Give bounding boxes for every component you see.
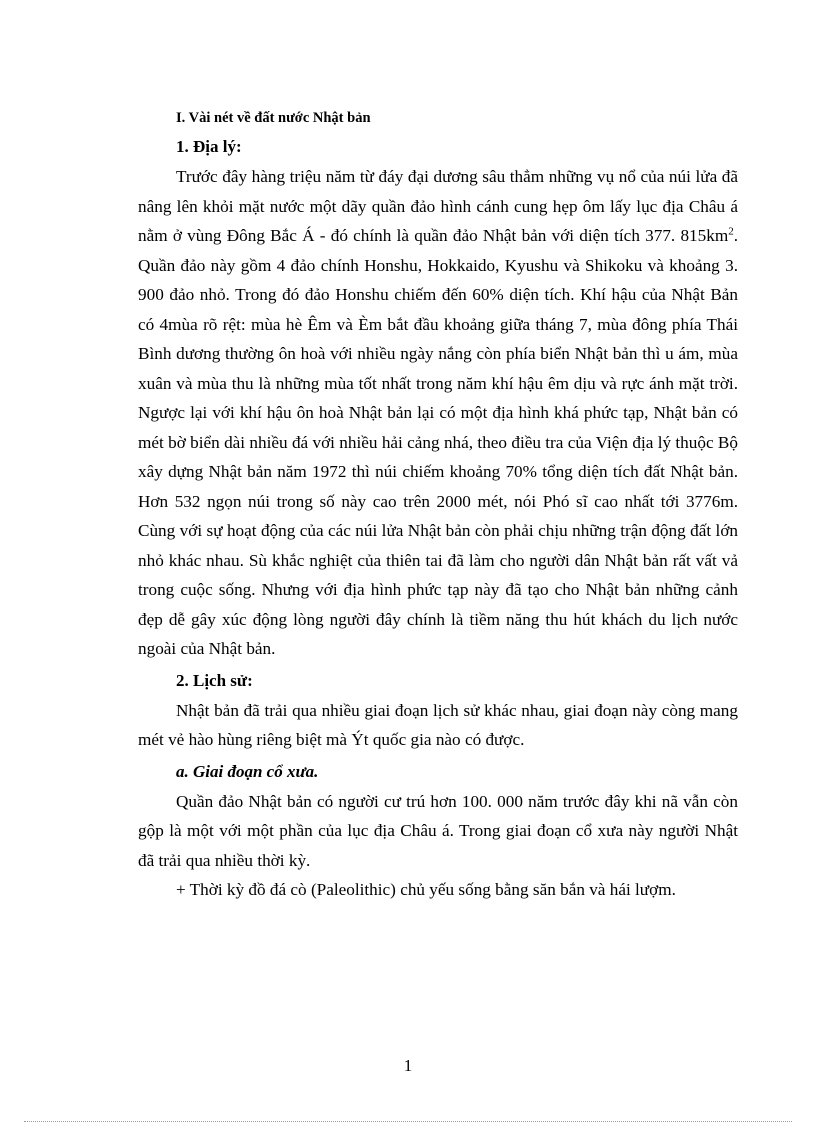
superscript-squared: 2 <box>728 225 734 238</box>
paragraph-history-intro: Nhật bản đã trải qua nhiều giai đoạn lịch sử khác nhau, giai đoạn này còng mang mét vẻ hào hùng riêng biệt mà Ýt quốc gia nào có được. <box>138 700 738 749</box>
footer-divider <box>24 1121 792 1122</box>
document-body <box>138 104 738 905</box>
section-title: I. Vài nét về đất nước Nhật bản <box>176 110 371 126</box>
page-number: 1 <box>403 1056 413 1075</box>
paragraph-ancient-period: Quần đảo Nhật bản có người cư trú hơn 100. 000 năm trước đây khi nã vẫn còn gộp là một với một phần của lục địa Châu á. Trong giai đoạn cổ xưa này người Nhật đã trải qua nhiều thời kỳ. <box>138 791 738 870</box>
paragraph-geography-part1: Trước đây hàng triệu năm từ đáy đại dương sâu thẳm những vụ nổ của núi lửa đã nâng lên khỏi mặt nước một dãy quần đảo hình cánh cung hẹp ôm lấy lục địa Châu á nằm ở vùng Đông Bắc Á - đó chính là quần đảo Nhật bản với diện tích 377. 815km <box>138 167 738 245</box>
paragraph-geography-part2: . Quần đảo này gồm 4 đảo chính Honshu, Hokkaido, Kyushu và Shikoku và khoảng 3. 900 đảo nhỏ. Trong đó đảo Honshu chiếm đến 60% diện tích. Khí hậu của Nhật Bản có 4mùa rõ rệt: mùa hè Êm và Èm bắt đầu khoảng giữa tháng 7, mùa đông phía Thái Bình dương thường ôn hoà với nhiều ngày nắng còn phía biển Nhật bản thì u ám, mùa xuân và mùa thu là những mùa tốt nhất trong năm khí hậu êm dịu và rực ánh mặt trời. Ngược lại với khí hậu ôn hoà Nhật bản lại có một địa hình khá phức tạp, Nhật bản có mét bờ biển dài nhiều đá với nhiều hải cảng nhá, theo điều tra của Viện địa lý thuộc Bộ xây dựng Nhật bản năm 1972 thì núi chiếm khoảng 70% tổng diện tích đất Nhật bản. Hơn 532 ngọn núi trong số này cao trên 2000 mét, nói Phó sĩ cao nhất tới 3776m. Cùng với sự hoạt động của các núi lửa Nhật bản còn phải chịu những trận động đất lớn nhỏ khác nhau. Sù khắc nghiệt của thiên tai đã làm cho người dân Nhật bản rất vất vả trong cuộc sống. Nhưng với địa hình phức tạp này đã tạo cho Nhật bản những cảnh đẹp dễ gây xúc động lòng người đây chính là tiềm năng thu hút khách du lịch nước ngoài của Nhật bản. <box>138 226 738 658</box>
paragraph-geography <box>138 162 738 664</box>
heading-history: 2. Lịch sử: <box>176 670 253 690</box>
heading-geography: 1. Địa lý: <box>176 137 242 156</box>
heading-ancient-period: a. Giai đoạn cổ xưa. <box>176 761 319 781</box>
paragraph-paleolithic: + Thời kỳ đồ đá cò (Paleolithic) chủ yếu sống bằng săn bắn và hái lượm. <box>176 880 676 899</box>
